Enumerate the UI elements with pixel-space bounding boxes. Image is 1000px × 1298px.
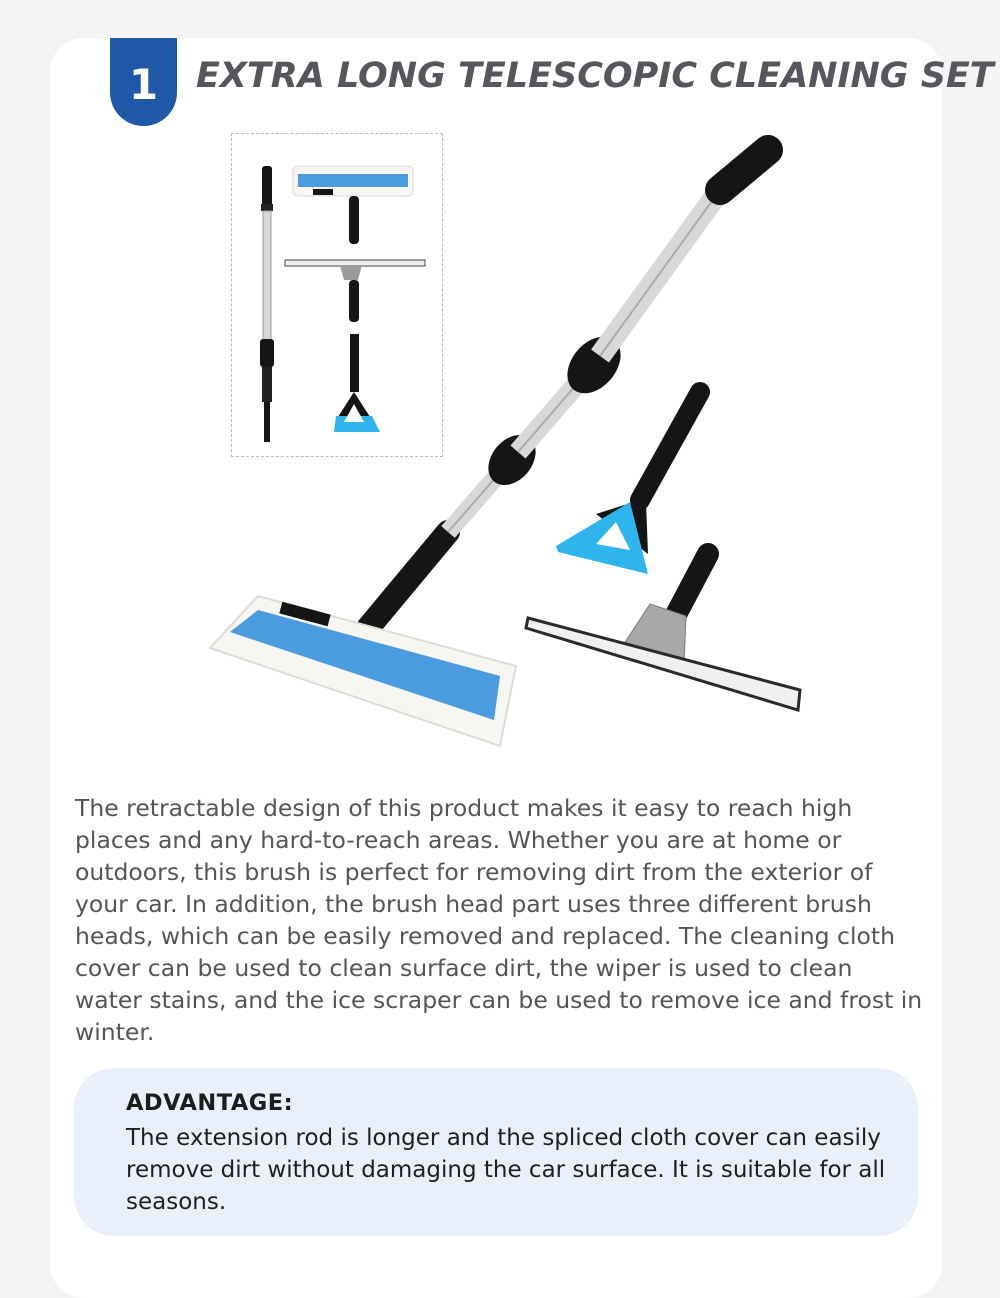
advantage-text: The extension rod is longer and the spliced cloth cover can easily remove dirt without damaging the car surface. It is suitable for all seasons.: [126, 1125, 886, 1215]
wiper: [526, 554, 800, 710]
product-illustration: [200, 130, 820, 760]
section-number-badge: [110, 38, 177, 126]
section-title: EXTRA LONG TELESCOPIC CLEANING SET: [196, 56, 994, 96]
advantage-title: ADVANTAGE:: [126, 1090, 294, 1116]
advantage-box: [74, 1068, 918, 1236]
section-number: 1: [128, 59, 159, 109]
product-image: [200, 130, 820, 760]
product-description: The retractable design of this product makes it easy to reach high places and any hard-to-reach areas. Whether you are at home or outdoors, this brush is perfect for removing dirt from the exterior of your car. In addition, the brush head part uses three different brush heads, which can be easily removed and replaced. The cleaning cloth cover can be used to clean surface dirt, the wiper is used to clean water stains, and the ice scraper can be used to remove ice and frost in winter.: [75, 794, 923, 1046]
ice-scraper: [556, 392, 700, 574]
